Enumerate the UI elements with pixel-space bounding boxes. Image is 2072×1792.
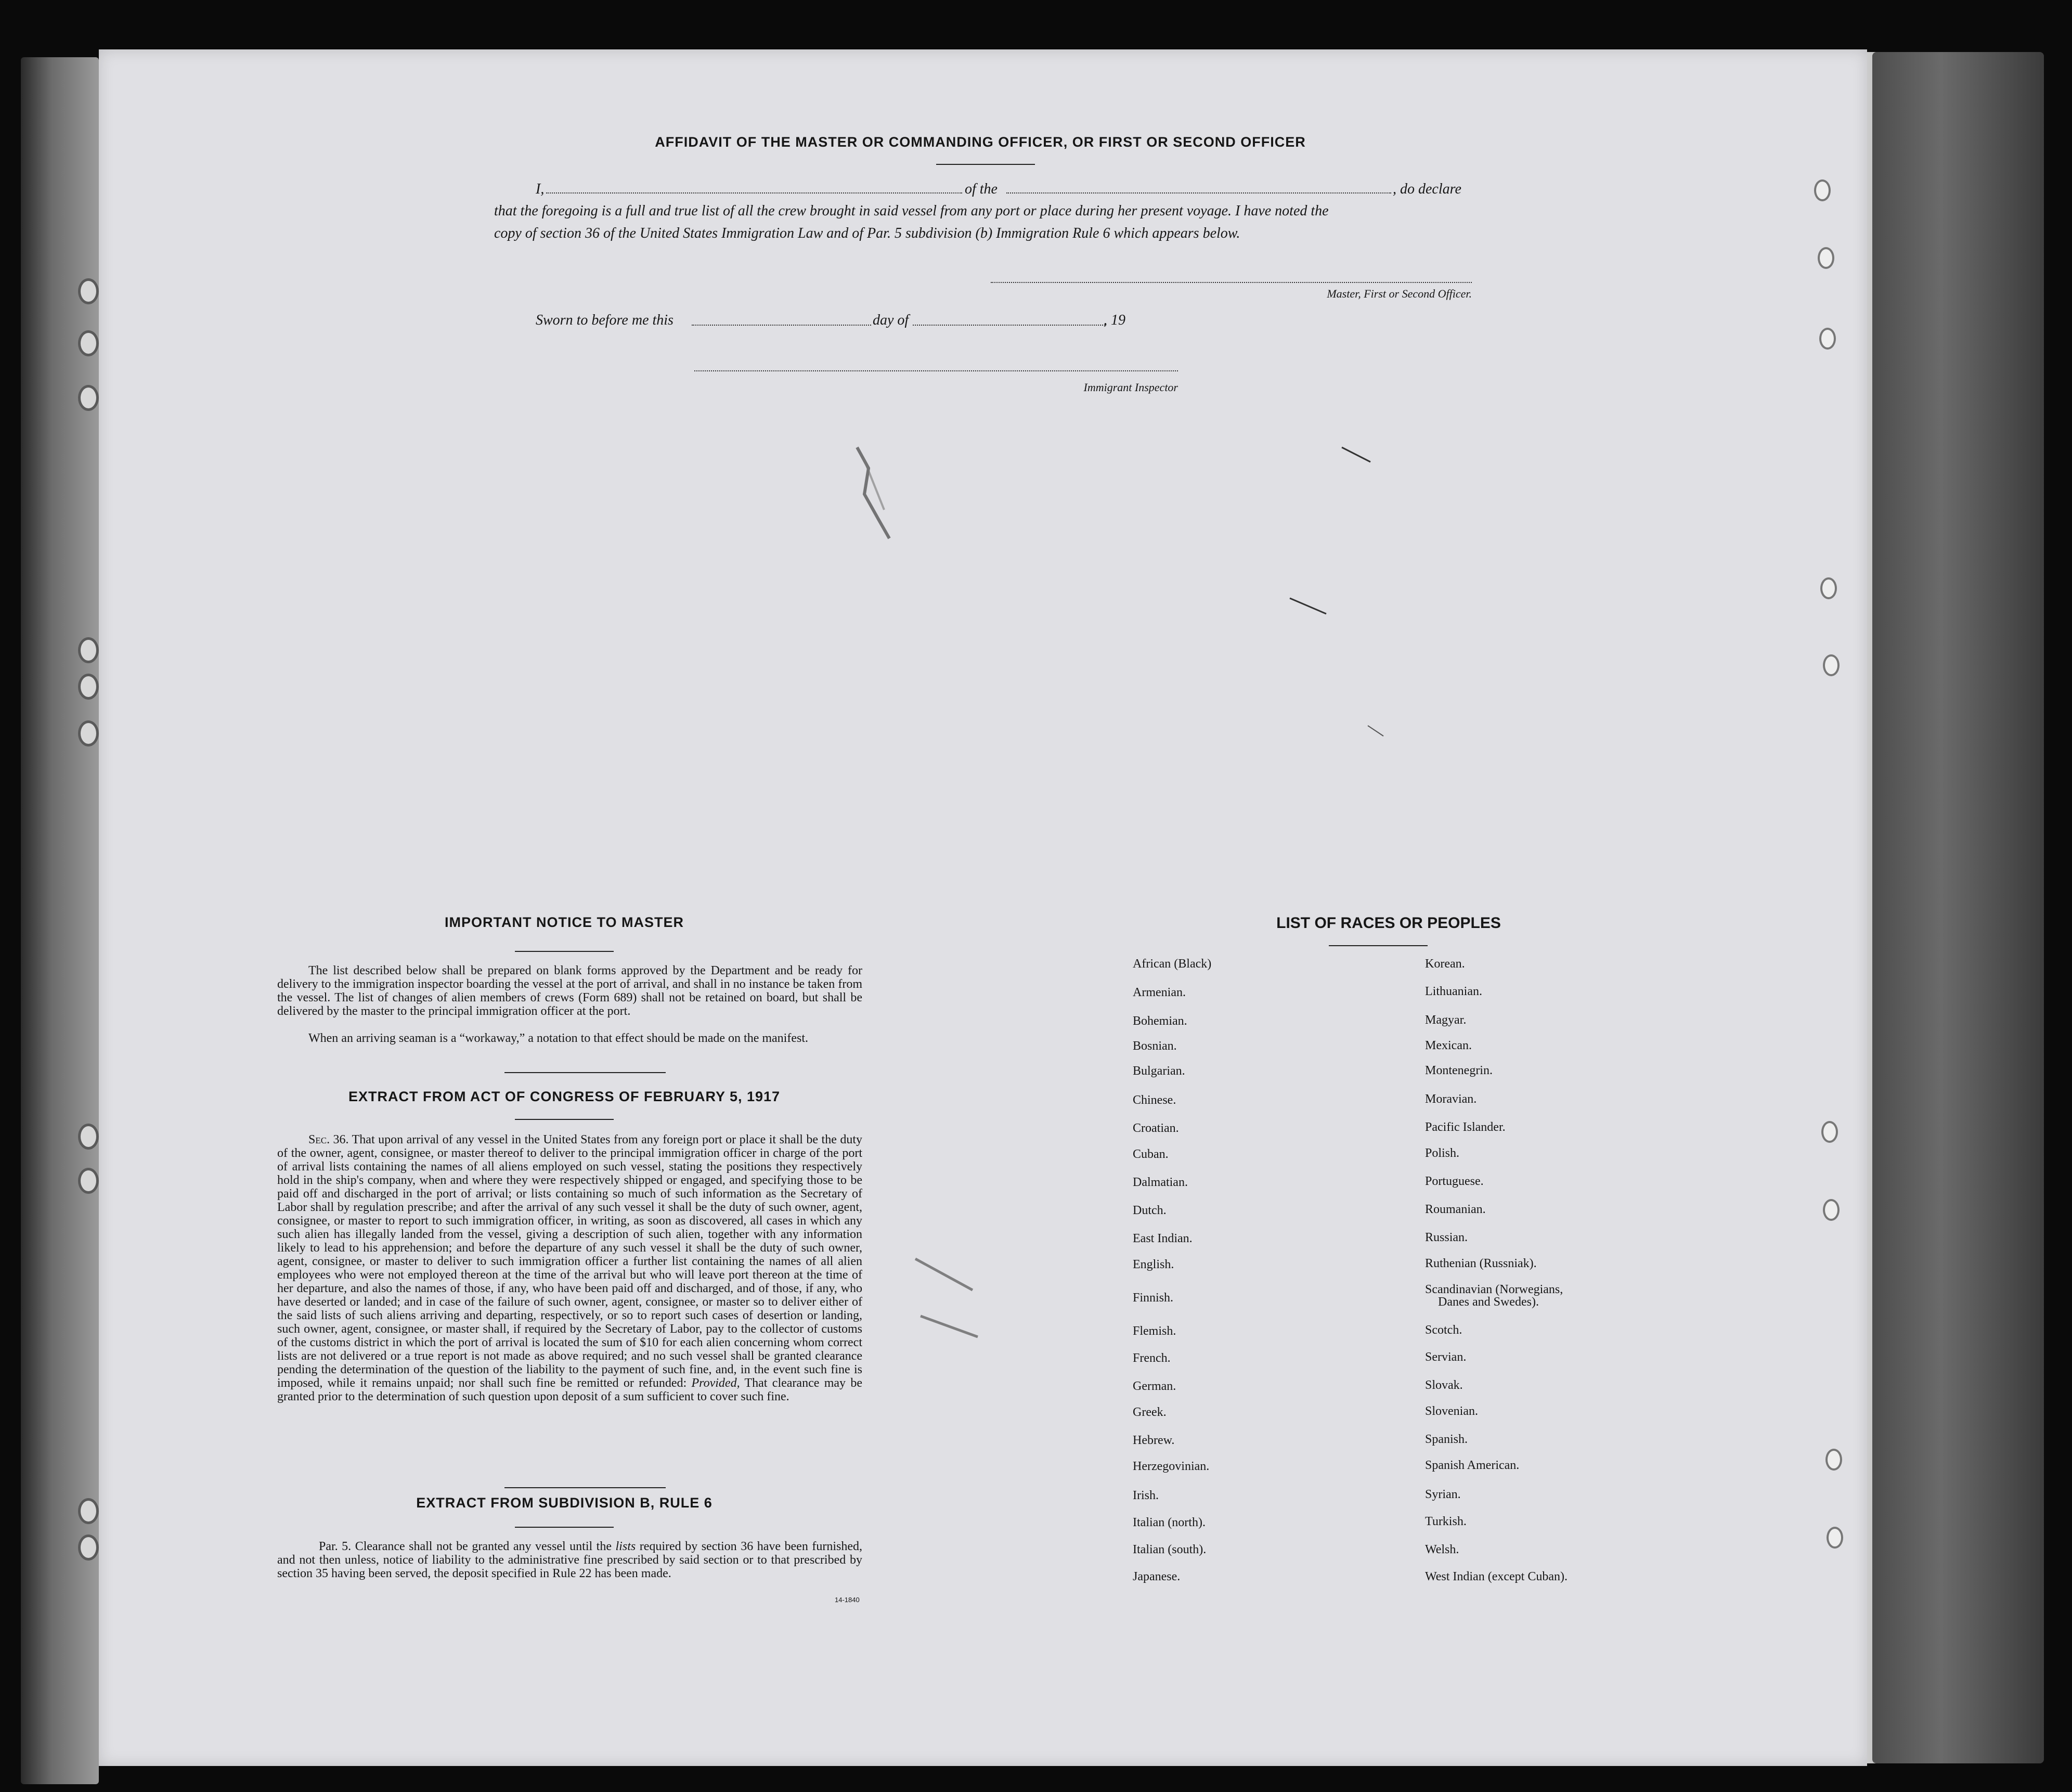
race-right: Roumanian. xyxy=(1425,1203,1486,1216)
binder-hole xyxy=(1821,1121,1838,1143)
binder-hole xyxy=(1825,1449,1842,1471)
race-right-continued: Danes and Swedes). xyxy=(1438,1295,1539,1309)
ink-smudge xyxy=(910,1248,983,1342)
race-right: Servian. xyxy=(1425,1350,1467,1364)
race-left: Bulgarian. xyxy=(1133,1064,1185,1078)
race-right: Welsh. xyxy=(1425,1543,1459,1556)
ink-smudge xyxy=(843,437,905,541)
race-right: Lithuanian. xyxy=(1425,985,1482,998)
race-left: Flemish. xyxy=(1133,1324,1176,1338)
binder-hole xyxy=(78,278,99,304)
binder-hole xyxy=(1818,247,1834,269)
race-right: Spanish. xyxy=(1425,1433,1468,1446)
races-title: LIST OF RACES OR PEOPLES xyxy=(1276,914,1501,932)
race-left: Cuban. xyxy=(1133,1148,1169,1161)
race-right: Mexican. xyxy=(1425,1039,1472,1052)
inspector-caption: Immigrant Inspector xyxy=(1083,381,1178,394)
race-left: French. xyxy=(1133,1351,1171,1365)
binder-hole xyxy=(78,330,99,356)
race-left: Chinese. xyxy=(1133,1093,1176,1107)
affidavit-i-label: I, xyxy=(536,181,545,197)
affidavit-line-2: that the foregoing is a full and true list of all the crew brought in said vessel from any port or place during her present voyage. I have noted the xyxy=(494,203,1329,219)
inspector-signature-blank[interactable] xyxy=(694,370,1178,371)
binder-spine-right xyxy=(1872,52,2044,1763)
race-left: German. xyxy=(1133,1380,1176,1393)
section-36-text xyxy=(277,1133,862,1403)
extract-rule-title: EXTRACT FROM SUBDIVISION B, RULE 6 xyxy=(416,1495,713,1511)
section-36-end: That clearance may be granted prior to the determination of such question upon deposit of a sum sufficient to cover such fine. xyxy=(277,1376,863,1403)
binder-hole xyxy=(78,1535,99,1561)
vessel-blank[interactable] xyxy=(1006,192,1391,194)
divider xyxy=(515,951,614,952)
race-right: Moravian. xyxy=(1425,1092,1477,1106)
race-left: Bosnian. xyxy=(1133,1039,1177,1053)
race-right: Polish. xyxy=(1425,1146,1460,1160)
race-left: Finnish. xyxy=(1133,1291,1174,1305)
sworn-day-blank[interactable] xyxy=(692,325,871,326)
binder-hole xyxy=(1820,577,1837,599)
binder-hole xyxy=(1823,1199,1840,1221)
binder-hole xyxy=(1819,328,1836,350)
binder-hole xyxy=(78,1124,99,1150)
binder-hole xyxy=(1823,654,1840,676)
divider xyxy=(504,1072,666,1073)
race-right: Spanish American. xyxy=(1425,1459,1520,1472)
race-right: Slovenian. xyxy=(1425,1404,1478,1418)
section-label: Sec. 36. xyxy=(308,1133,349,1146)
binder-hole xyxy=(78,385,99,411)
form-number: 14-1840 xyxy=(835,1596,860,1604)
rule-6-end: required by section 36 have been furnished, and not then unless, notice of liability to the administrative fine prescribed by said section or to that prescribed by section 35 having been served, the deposit specified in Rule 22 has been made. xyxy=(277,1540,862,1580)
race-left: English. xyxy=(1133,1258,1174,1271)
divider xyxy=(504,1487,666,1488)
race-right: Russian. xyxy=(1425,1231,1468,1244)
binder-spine-left xyxy=(21,57,99,1784)
section-36-body: That upon arrival of any vessel in the United States from any foreign port or place it shall be the duty of the owner, agent, consignee, or master thereof to deliver to the principal immigration officer in charge of the port of arrival lists containing the names of all aliens employed on such vessel, stating the positions they respectively hold in the ship's company, when and where they were respectively shipped or engaged, and specifying those to be paid off and discharged in the port of arrival; or lists containing so much of such information as the Secretary of Labor shall by regulation prescribe; and after the arrival of any such vessel it shall be the duty of such owner, agent, consignee, or master to report to such immigration officer, in writing, as soon as discovered, all cases in which any such alien has illegally landed from the vessel, giving a description of such alien, together with any information likely to lead to his apprehension; and before the departure of any such vessel it shall be the duty of such owner, agent, consignee, or master to deliver to such immigration officer a further list containing the names of all alien employees who were not employed thereon at the time of the arrival but who will leave port thereon at the time of her departure, and also the names of those, if any, who have been paid off and discharged, and of those, if any, who have deserted or landed; and in case of the failure of such owner, agent, consignee, or master so to deliver either of the said lists of such aliens arriving and departing, respectively, or so to report such cases of desertion or landing, such owner, agent, consignee, or master shall, if required by the Secretary of Labor, pay to the collector of customs of the customs district in which the port of arrival is located the sum of $10 for each alien concerning whom correct lists are not delivered or a true report is not made as above required; and no such vessel shall be granted clearance pending the determination of the question of the liability to the payment of such fine, and, in the event such fine is imposed, while it remains unpaid; nor shall such fine be remitted or refunded: xyxy=(277,1133,863,1390)
affidavit-title: AFFIDAVIT OF THE MASTER OR COMMANDING OFFICER, OR FIRST OR SECOND OFFICER xyxy=(655,134,1306,150)
notice-paragraph-1: The list described below shall be prepared on blank forms approved by the Department and be ready for delivery to the immigration inspector boarding the vessel at the port of arrival, and shall in no instance be taken from the vessel. The list of changes of alien members of crews (Form 689) shall not be retained on board, but shall be delivered by the master to the principal immigration officer at the port. xyxy=(277,964,862,1018)
race-left: Croatian. xyxy=(1133,1121,1179,1135)
name-blank[interactable] xyxy=(546,192,962,194)
binder-hole xyxy=(78,1168,99,1194)
race-left: Japanese. xyxy=(1133,1570,1181,1583)
divider xyxy=(515,1119,614,1120)
master-signature-blank[interactable] xyxy=(991,282,1472,283)
binder-hole xyxy=(78,720,99,746)
race-right: Magyar. xyxy=(1425,1013,1467,1027)
sworn-day-of-label: day of xyxy=(873,312,909,328)
race-left: Hebrew. xyxy=(1133,1434,1175,1447)
race-right: Syrian. xyxy=(1425,1488,1461,1501)
lists-word: lists xyxy=(615,1540,636,1553)
race-right: Korean. xyxy=(1425,957,1465,971)
race-left: Bohemian. xyxy=(1133,1014,1187,1028)
race-left: African (Black) xyxy=(1133,957,1212,971)
binder-hole xyxy=(78,637,99,663)
rule-6-start: Par. 5. Clearance shall not be granted any vessel until the xyxy=(319,1540,612,1553)
binder-hole xyxy=(1814,179,1831,201)
race-right: Ruthenian (Russniak). xyxy=(1425,1257,1537,1270)
race-left: Greek. xyxy=(1133,1406,1167,1419)
provided-word: Provided, xyxy=(691,1376,740,1390)
binder-hole xyxy=(1827,1527,1843,1549)
binder-hole xyxy=(78,674,99,700)
divider xyxy=(1329,945,1428,946)
extract-act-title: EXTRACT FROM ACT OF CONGRESS OF FEBRUARY 5, 1917 xyxy=(348,1089,781,1104)
sworn-month-blank[interactable] xyxy=(913,325,1105,326)
race-right: Slovak. xyxy=(1425,1378,1463,1392)
race-right: Portuguese. xyxy=(1425,1175,1484,1188)
affidavit-declare-label: , do declare xyxy=(1393,181,1461,197)
master-caption: Master, First or Second Officer. xyxy=(1327,287,1472,300)
race-left: Herzegovinian. xyxy=(1133,1460,1210,1473)
race-right: West Indian (except Cuban). xyxy=(1425,1570,1568,1583)
pencil-marks xyxy=(1285,442,1389,744)
sworn-label: Sworn to before me this xyxy=(536,312,674,328)
race-left: Italian (north). xyxy=(1133,1516,1206,1529)
race-left: Italian (south). xyxy=(1133,1543,1207,1556)
race-left: East Indian. xyxy=(1133,1232,1193,1245)
affidavit-of-the-label: of the xyxy=(965,181,998,197)
race-left: Dutch. xyxy=(1133,1204,1167,1217)
race-right: Montenegrin. xyxy=(1425,1064,1493,1077)
sworn-year-label: , 19 xyxy=(1104,312,1125,328)
notice-paragraph-2: When an arriving seaman is a “workaway,” a notation to that effect should be made on the manifest. xyxy=(308,1032,808,1045)
race-right: Scotch. xyxy=(1425,1323,1462,1337)
race-right: Scandinavian (Norwegians, xyxy=(1425,1283,1563,1296)
race-left: Irish. xyxy=(1133,1489,1159,1502)
race-left: Armenian. xyxy=(1133,986,1186,999)
binder-hole xyxy=(78,1498,99,1524)
race-right: Turkish. xyxy=(1425,1515,1467,1528)
race-left: Dalmatian. xyxy=(1133,1176,1188,1189)
rule-6-text xyxy=(277,1540,862,1580)
notice-title: IMPORTANT NOTICE TO MASTER xyxy=(445,914,684,930)
divider xyxy=(515,1527,614,1528)
divider xyxy=(936,164,1035,165)
affidavit-line-3: copy of section 36 of the United States Immigration Law and of Par. 5 subdivision (b) Immigration Rule 6 which appears below. xyxy=(494,225,1240,241)
race-right: Pacific Islander. xyxy=(1425,1120,1506,1134)
